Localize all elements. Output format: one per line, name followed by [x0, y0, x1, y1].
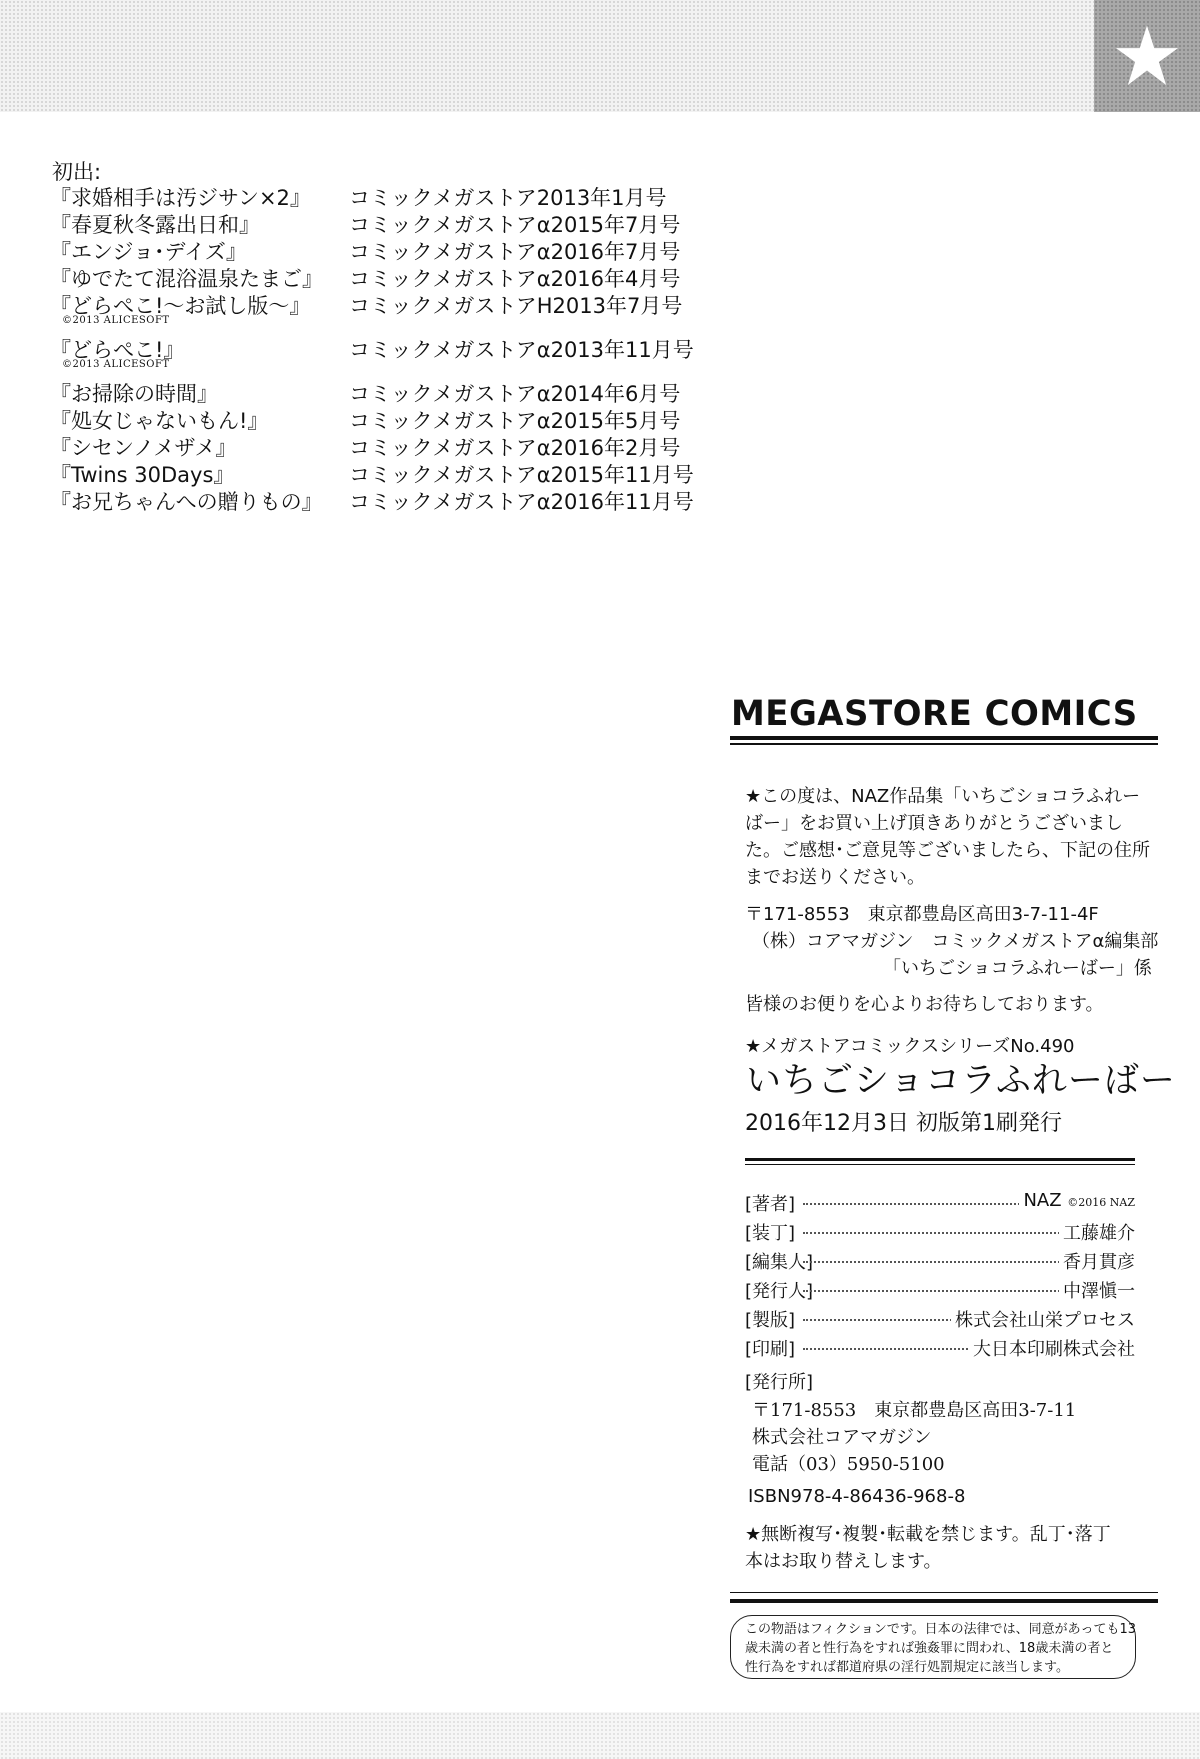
credit-name-wrap: [1059, 1277, 1135, 1303]
work-copyright: ©2013 ALICESOFT: [62, 315, 170, 326]
thanks-line: ★この度は、NAZ作品集「いちごショコラふれー: [745, 786, 1141, 807]
credit-name: 工藤雄介: [1063, 1223, 1135, 1244]
work-title: 『処女じゃないもん!』: [50, 409, 269, 433]
magazine-issue: コミックメガストアα2016年7月号: [349, 240, 681, 264]
first-appearance-row: [50, 236, 750, 263]
publisher-brand-logo: MEGASTORE COMICS: [731, 694, 1138, 734]
credits-rule-thin: [745, 1164, 1135, 1165]
magazine-issue: コミックメガストア2013年1月号: [349, 186, 667, 210]
fiction-notice-line: 性行為をすれば都道府県の淫行処罰規定に該当します。: [745, 1660, 1069, 1675]
magazine-issue: コミックメガストアα2013年11月号: [349, 338, 694, 362]
credit-name: 香月貫彦: [1063, 1252, 1135, 1273]
rights-line: 本はお取り替えします。: [745, 1551, 942, 1572]
first-appearance-label: 初出:: [52, 160, 102, 184]
work-title: 『どらぺこ!』: [50, 338, 185, 362]
credit-name: NAZ: [1023, 1190, 1062, 1211]
star-icon: [1114, 23, 1180, 89]
isbn: ISBN978-4-86436-968-8: [748, 1486, 966, 1507]
magazine-issue: コミックメガストアH2013年7月号: [349, 294, 683, 318]
credit-row: [745, 1335, 1135, 1361]
address-line: 〒171-8553 東京都豊島区高田3-7-11-4F: [745, 904, 1099, 925]
credit-row: [745, 1219, 1135, 1245]
magazine-issue: コミックメガストアα2016年11月号: [349, 490, 694, 514]
address-line: 「いちごショコラふれーばー」係: [883, 958, 1152, 979]
credit-row: [745, 1248, 1135, 1274]
book-title: いちごショコラふれーばー: [746, 1061, 1176, 1101]
work-title: 『どらぺこ!〜お試し版〜』: [50, 294, 311, 318]
first-appearance-list: [50, 182, 750, 513]
work-title: 『シセンノメザメ』: [50, 436, 237, 460]
credit-name-wrap: [951, 1306, 1135, 1332]
thanks-line: た。ご感想･ご意見等ございましたら、下記の住所: [745, 840, 1150, 861]
work-title: 『お兄ちゃんへの贈りもの』: [50, 490, 323, 514]
credit-row: [745, 1190, 1135, 1216]
magazine-issue: コミックメガストアα2015年5月号: [349, 409, 681, 433]
address-line: （株）コアマガジン コミックメガストアα編集部: [752, 931, 1159, 952]
notice-rule-thick: [730, 1599, 1158, 1603]
work-title: 『Twins 30Days』: [50, 463, 235, 487]
credit-role: [編集人]: [745, 1252, 814, 1273]
first-appearance-row: [50, 209, 750, 236]
brand-rule-thick: [730, 736, 1158, 740]
first-appearance-row: [50, 486, 750, 513]
rights-line: ★無断複写･複製･転載を禁じます。乱丁･落丁: [745, 1524, 1111, 1545]
work-title: 『エンジョ･デイズ』: [50, 240, 247, 264]
publication-date: 2016年12月3日 初版第1刷発行: [745, 1111, 1062, 1136]
first-appearance-row: [50, 432, 750, 459]
magazine-issue: コミックメガストアα2016年2月号: [349, 436, 681, 460]
bottom-halftone-band: [0, 1712, 1200, 1759]
credits-rule-thick: [745, 1158, 1135, 1161]
credit-name: 中澤愼一: [1063, 1281, 1135, 1302]
closing-message: 皆様のお便りを心よりお待ちしております。: [745, 994, 1104, 1015]
first-appearance-row: [50, 459, 750, 486]
notice-rule-thin: [730, 1592, 1158, 1593]
fiction-notice-line: この物語はフィクションです。日本の法律では、同意があっても13: [745, 1622, 1137, 1637]
magazine-issue: コミックメガストアα2015年11月号: [349, 463, 694, 487]
credit-name: 大日本印刷株式会社: [973, 1339, 1135, 1360]
credit-name-wrap: [969, 1335, 1135, 1361]
publisher-label: [発行所]: [745, 1372, 814, 1393]
first-appearance-row: [50, 263, 750, 290]
thanks-line: までお送りください。: [745, 867, 925, 888]
credit-role: [著者]: [745, 1194, 796, 1215]
first-appearance-row: [50, 290, 750, 334]
thanks-line: ばー」をお買い上げ頂きありがとうございまし: [745, 813, 1123, 834]
fiction-notice-line: 歳未満の者と性行為をすれば強姦罪に問われ、18歳未満の者と: [745, 1641, 1114, 1656]
brand-rule-thin: [730, 743, 1158, 745]
work-title: 『求婚相手は汚ジサン×2』: [50, 186, 311, 210]
work-copyright: ©2013 ALICESOFT: [62, 359, 170, 370]
star-corner-tab: [1094, 0, 1200, 112]
magazine-issue: コミックメガストアα2016年4月号: [349, 267, 681, 291]
credit-role: [製版]: [745, 1310, 796, 1331]
publisher-address: 〒171-8553 東京都豊島区高田3-7-11: [752, 1400, 1077, 1421]
publisher-company: 株式会社コアマガジン: [752, 1427, 932, 1448]
first-appearance-row: [50, 182, 750, 209]
credit-role: [印刷]: [745, 1339, 796, 1360]
publisher-phone: 電話（03）5950-5100: [752, 1454, 945, 1475]
top-halftone-band: [0, 0, 1200, 112]
credit-name-wrap: [1059, 1219, 1135, 1245]
credit-row: [745, 1277, 1135, 1303]
credit-role: [装丁]: [745, 1223, 796, 1244]
magazine-issue: コミックメガストアα2014年6月号: [349, 382, 681, 406]
credit-name-wrap: [1019, 1190, 1135, 1211]
credit-row: [745, 1306, 1135, 1332]
first-appearance-row: [50, 334, 750, 378]
work-title: 『春夏秋冬露出日和』: [50, 213, 260, 237]
first-appearance-row: [50, 405, 750, 432]
magazine-issue: コミックメガストアα2015年7月号: [349, 213, 681, 237]
credit-copyright: ©2016 NAZ: [1067, 1196, 1135, 1209]
first-appearance-row: [50, 378, 750, 405]
series-number: ★メガストアコミックスシリーズNo.490: [745, 1036, 1075, 1057]
credit-name-wrap: [1059, 1248, 1135, 1274]
work-title: 『お掃除の時間』: [50, 382, 218, 406]
credit-name: 株式会社山栄プロセス: [955, 1310, 1135, 1331]
work-title: 『ゆでたて混浴温泉たまご』: [50, 267, 323, 291]
fiction-notice-box: [730, 1615, 1136, 1679]
credit-role: [発行人]: [745, 1281, 814, 1302]
